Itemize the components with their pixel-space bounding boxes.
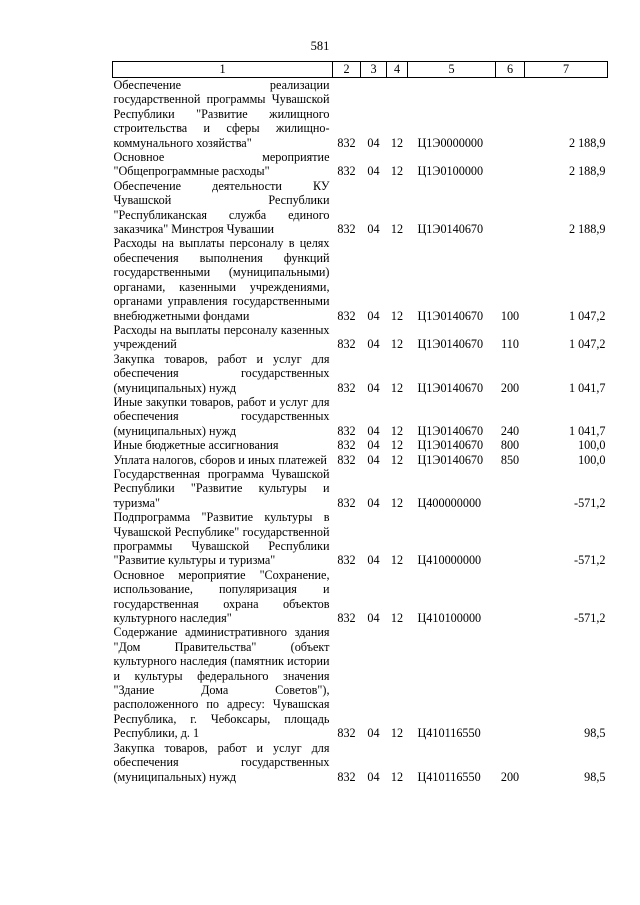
row-expense-type: 800 — [500, 438, 520, 453]
header-col-5: 5 — [408, 62, 496, 78]
row-section: 04 — [367, 495, 380, 510]
row-admin-code: 832 — [337, 135, 356, 150]
row-expense-type: 200 — [500, 380, 520, 395]
table-row — [113, 467, 608, 510]
header-col-3: 3 — [361, 62, 387, 78]
header-col-6: 6 — [496, 62, 525, 78]
row-section: 04 — [367, 222, 380, 237]
row-target-article: Ц1Э0140670 — [417, 380, 484, 395]
row-section: 04 — [367, 438, 380, 453]
row-amount: 1 041,7 — [568, 380, 606, 395]
row-name: Основное мероприятие "Общепрограммные расходы" — [113, 150, 330, 179]
row-admin-code: 832 — [337, 452, 356, 467]
table-row — [113, 453, 608, 467]
table-row — [113, 395, 608, 438]
row-name: Иные бюджетные ассигнования — [113, 438, 279, 453]
row-subsection: 12 — [390, 222, 404, 237]
row-admin-code: 832 — [337, 495, 356, 510]
row-target-article: Ц410116550 — [417, 769, 481, 784]
row-amount: 98,5 — [584, 726, 606, 741]
row-section: 04 — [367, 423, 380, 438]
row-expense-type: 200 — [500, 769, 520, 784]
row-amount: -571,2 — [574, 553, 606, 568]
row-name: Обеспечение деятельности КУ Чувашской Республики "Республиканская служба единого заказчика" Минстроя Чувашии — [113, 178, 330, 237]
row-admin-code: 832 — [337, 726, 356, 741]
row-subsection: 12 — [390, 553, 404, 568]
table-row — [113, 323, 608, 352]
row-subsection: 12 — [390, 337, 404, 352]
row-subsection: 12 — [390, 452, 404, 467]
table-row — [113, 236, 608, 322]
table-row — [113, 510, 608, 568]
header-col-7: 7 — [525, 62, 608, 78]
row-section: 04 — [367, 308, 380, 323]
row-expense-type: 110 — [501, 337, 519, 352]
row-expense-type: 100 — [500, 308, 520, 323]
row-admin-code: 832 — [337, 164, 356, 179]
row-expense-type — [496, 150, 525, 179]
row-subsection: 12 — [390, 423, 404, 438]
row-target-article: Ц410116550 — [417, 726, 481, 741]
row-name: Расходы на выплаты персоналу казенных учреждений — [113, 322, 330, 352]
row-target-article: Ц1Э0140670 — [417, 222, 484, 237]
row-expense-type — [496, 510, 525, 568]
row-target-article: Ц400000000 — [417, 495, 482, 510]
table-row — [113, 625, 608, 740]
row-target-article: Ц1Э0140670 — [417, 337, 484, 352]
row-amount: 2 188,9 — [568, 222, 606, 237]
row-expense-type — [496, 568, 525, 626]
row-amount: 1 041,7 — [568, 423, 606, 438]
row-expense-type — [496, 179, 525, 237]
row-expense-type: 850 — [500, 452, 520, 467]
table-row — [113, 568, 608, 626]
table-row — [113, 179, 608, 237]
row-amount: 1 047,2 — [568, 337, 606, 352]
row-name: Закупка товаров, работ и услуг для обеспечения государственных (муниципальных) нужд — [113, 740, 330, 784]
row-amount: 2 188,9 — [568, 164, 606, 179]
table-row — [113, 438, 608, 452]
row-section: 04 — [367, 452, 380, 467]
row-admin-code: 832 — [337, 380, 356, 395]
row-name: Закупка товаров, работ и услуг для обеспечения государственных (муниципальных) нужд — [113, 351, 330, 395]
row-target-article: Ц1Э0100000 — [417, 164, 484, 179]
table-row — [113, 352, 608, 395]
row-name: Обеспечение реализации государственной программы Чувашской Республики "Развитие жилищного строительства и сферы жилищно-коммунального хозяйства" — [113, 78, 330, 150]
table-row — [113, 150, 608, 179]
table-header — [113, 62, 608, 78]
row-name: Основное мероприятие "Сохранение, использование, популяризация и государственная охрана объектов культурного наследия" — [113, 567, 330, 626]
row-target-article: Ц1Э0140670 — [417, 423, 484, 438]
row-target-article: Ц1Э0140670 — [417, 438, 484, 453]
row-subsection: 12 — [390, 135, 404, 150]
row-section: 04 — [367, 337, 380, 352]
row-subsection: 12 — [390, 438, 404, 453]
row-subsection: 12 — [390, 611, 404, 626]
row-amount: 100,0 — [578, 438, 606, 453]
budget-table — [112, 61, 608, 784]
row-amount: 98,5 — [584, 769, 606, 784]
row-expense-type: 240 — [500, 423, 520, 438]
row-subsection: 12 — [390, 164, 404, 179]
row-section: 04 — [367, 135, 380, 150]
row-subsection: 12 — [390, 308, 404, 323]
row-subsection: 12 — [390, 769, 404, 784]
row-amount: 1 047,2 — [568, 308, 606, 323]
row-name: Расходы на выплаты персоналу в целях обеспечения выполнения функций государственными (муниципальными) органами, казенными учреждениями, органами управления государственными внебюджетными фондами — [113, 236, 330, 323]
row-admin-code: 832 — [337, 769, 356, 784]
header-col-4: 4 — [387, 62, 408, 78]
row-target-article: Ц410000000 — [417, 553, 482, 568]
row-target-article: Ц1Э0140670 — [417, 452, 484, 467]
row-expense-type — [496, 625, 525, 740]
row-admin-code: 832 — [337, 222, 356, 237]
row-admin-code: 832 — [337, 611, 356, 626]
row-amount: 100,0 — [578, 452, 606, 467]
row-amount: 2 188,9 — [568, 135, 606, 150]
row-subsection: 12 — [390, 495, 404, 510]
row-expense-type — [496, 467, 525, 510]
table-row — [113, 741, 608, 784]
row-expense-type — [496, 78, 525, 151]
row-name: Подпрограмма "Развитие культуры в Чувашской Республике" государственной программы Чувашской Республики "Развитие культуры и туризма" — [113, 510, 330, 568]
table-row — [113, 78, 608, 151]
row-section: 04 — [367, 164, 380, 179]
row-section: 04 — [367, 553, 380, 568]
page-number: 581 — [310, 39, 330, 53]
row-target-article: Ц1Э0000000 — [417, 135, 484, 150]
row-section: 04 — [367, 611, 380, 626]
row-name: Уплата налогов, сборов и иных платежей — [113, 452, 327, 467]
row-amount: -571,2 — [574, 611, 606, 626]
table-body — [113, 78, 608, 784]
header-col-2: 2 — [333, 62, 361, 78]
header-col-1: 1 — [113, 62, 333, 78]
row-name: Иные закупки товаров, работ и услуг для обеспечения государственных (муниципальных) нужд — [113, 394, 330, 438]
row-section: 04 — [367, 726, 380, 741]
row-section: 04 — [367, 769, 380, 784]
row-admin-code: 832 — [337, 423, 356, 438]
row-target-article: Ц1Э0140670 — [417, 308, 484, 323]
row-admin-code: 832 — [337, 308, 356, 323]
row-target-article: Ц410100000 — [417, 611, 482, 626]
row-name: Содержание административного здания "Дом Правительства" (объект культурного наследия (памятник истории и культуры федерального значения "Здание Дома Советов"), расположенного по адресу: Чувашская Республика, г. Чебоксары, площадь Республики, д. 1 — [113, 625, 330, 741]
header-row — [113, 62, 608, 78]
row-subsection: 12 — [390, 726, 404, 741]
row-amount: -571,2 — [574, 495, 606, 510]
row-admin-code: 832 — [337, 438, 356, 453]
row-name: Государственная программа Чувашской Республики "Развитие культуры и туризма" — [113, 466, 330, 510]
row-admin-code: 832 — [337, 553, 356, 568]
row-admin-code: 832 — [337, 337, 356, 352]
row-section: 04 — [367, 380, 380, 395]
row-subsection: 12 — [390, 380, 404, 395]
